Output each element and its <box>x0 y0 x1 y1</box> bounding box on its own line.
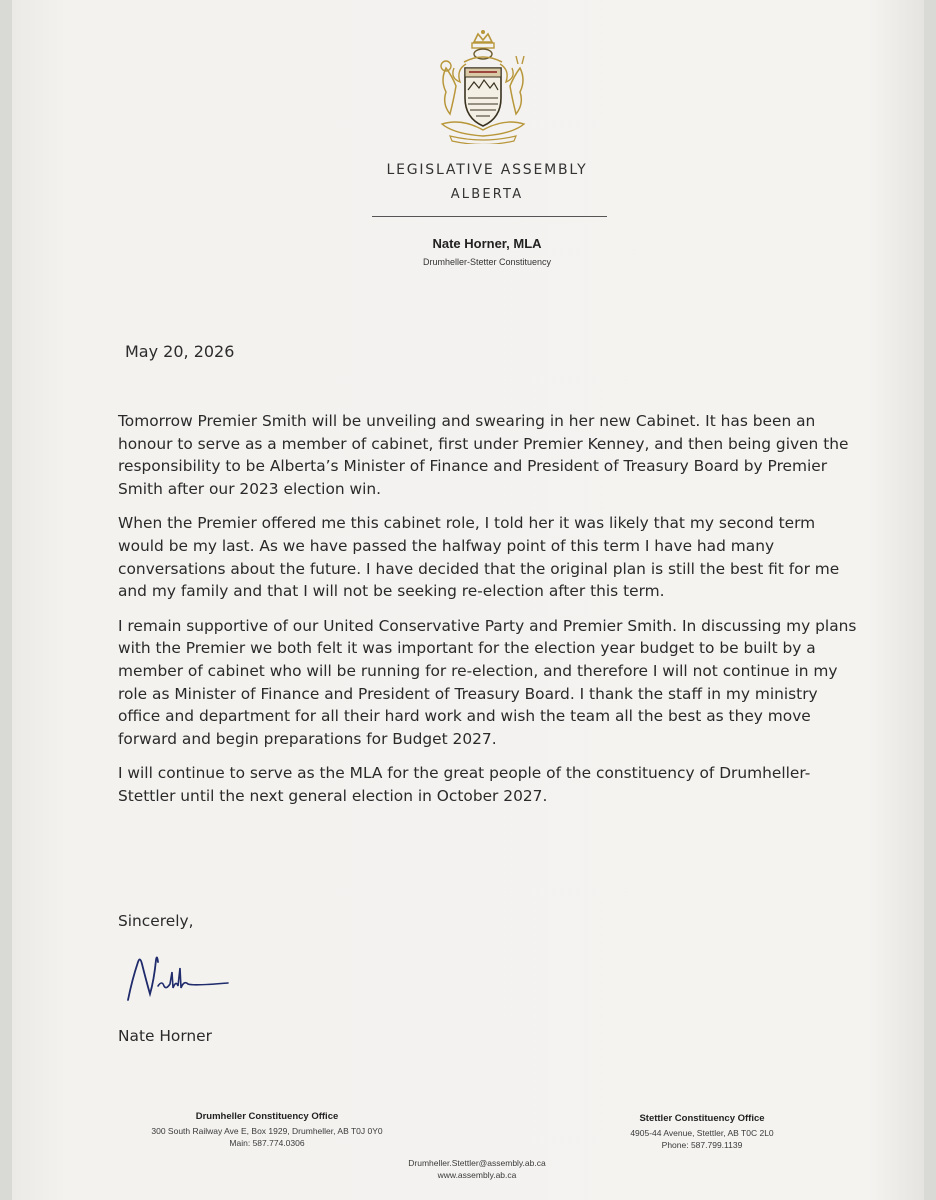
letter-body <box>118 410 858 820</box>
letter-date: May 20, 2026 <box>125 342 235 361</box>
stettler-office-title: Stettler Constituency Office <box>639 1113 765 1124</box>
footer-contact <box>352 1157 602 1181</box>
constituency-label: Drumheller-Stetter Constituency <box>422 257 552 267</box>
mla-name: Nate Horner, MLA <box>432 236 542 251</box>
paragraph-1: Tomorrow Premier Smith will be unveiling and swearing in her new Cabinet. It has been an honour to serve as a member of cabinet, first under Premier Kenney, and then being given the responsibility to be Alberta’s Minister of Finance and President of Treasury Board by Premier Smith after our 2023 election win. <box>118 412 849 498</box>
drumheller-office-title: Drumheller Constituency Office <box>195 1111 339 1122</box>
signer-name: Nate Horner <box>118 1027 212 1045</box>
legislative-assembly-heading: LEGISLATIVE ASSEMBLY <box>386 162 588 178</box>
footer-email: Drumheller.Stettler@assembly.ab.ca <box>408 1158 546 1168</box>
alberta-coat-of-arms-icon <box>432 28 534 144</box>
letter-sheet <box>12 0 924 1200</box>
footer-website: www.assembly.ab.ca <box>437 1170 517 1180</box>
drumheller-office-block <box>112 1111 422 1150</box>
stettler-office-block <box>572 1113 832 1152</box>
paragraph-3: I remain supportive of our United Conservative Party and Premier Smith. In discussing my plans with the Premier we both felt it was important for the election year budget to be built by a member of cabinet who will be running for re-election, and therefore I will not continue in my role as Minister of Finance and President of Treasury Board. I thank the staff in my ministry office and department for all their hard work and wish the team all the best as they move forward and begin preparations for Budget 2027. <box>118 616 857 748</box>
stettler-office-phone: Phone: 587.799.1139 <box>661 1140 743 1150</box>
drumheller-office-address: 300 South Railway Ave E, Box 1929, Drumheller, AB T0J 0Y0 <box>151 1125 383 1136</box>
paragraph-4: I will continue to serve as the MLA for the great people of the constituency of Drumheller-Stettler until the next general election in October 2027. <box>118 764 811 805</box>
drumheller-office-phone: Main: 587.774.0306 <box>229 1138 305 1148</box>
paragraph-2: When the Premier offered me this cabinet role, I told her it was likely that my second term would be my last. As we have passed the halfway point of this term I have had many conversations about the future. I have decided that the original plan is still the best fit for me and my family and that I will not be seeking re-election after this term. <box>118 514 840 601</box>
handwritten-signature <box>122 950 232 1006</box>
letterhead-divider <box>372 216 607 217</box>
closing-salutation: Sincerely, <box>118 912 194 930</box>
stettler-office-address: 4905-44 Avenue, Stettler, AB T0C 2L0 <box>630 1127 774 1138</box>
alberta-heading: ALBERTA <box>450 187 524 202</box>
